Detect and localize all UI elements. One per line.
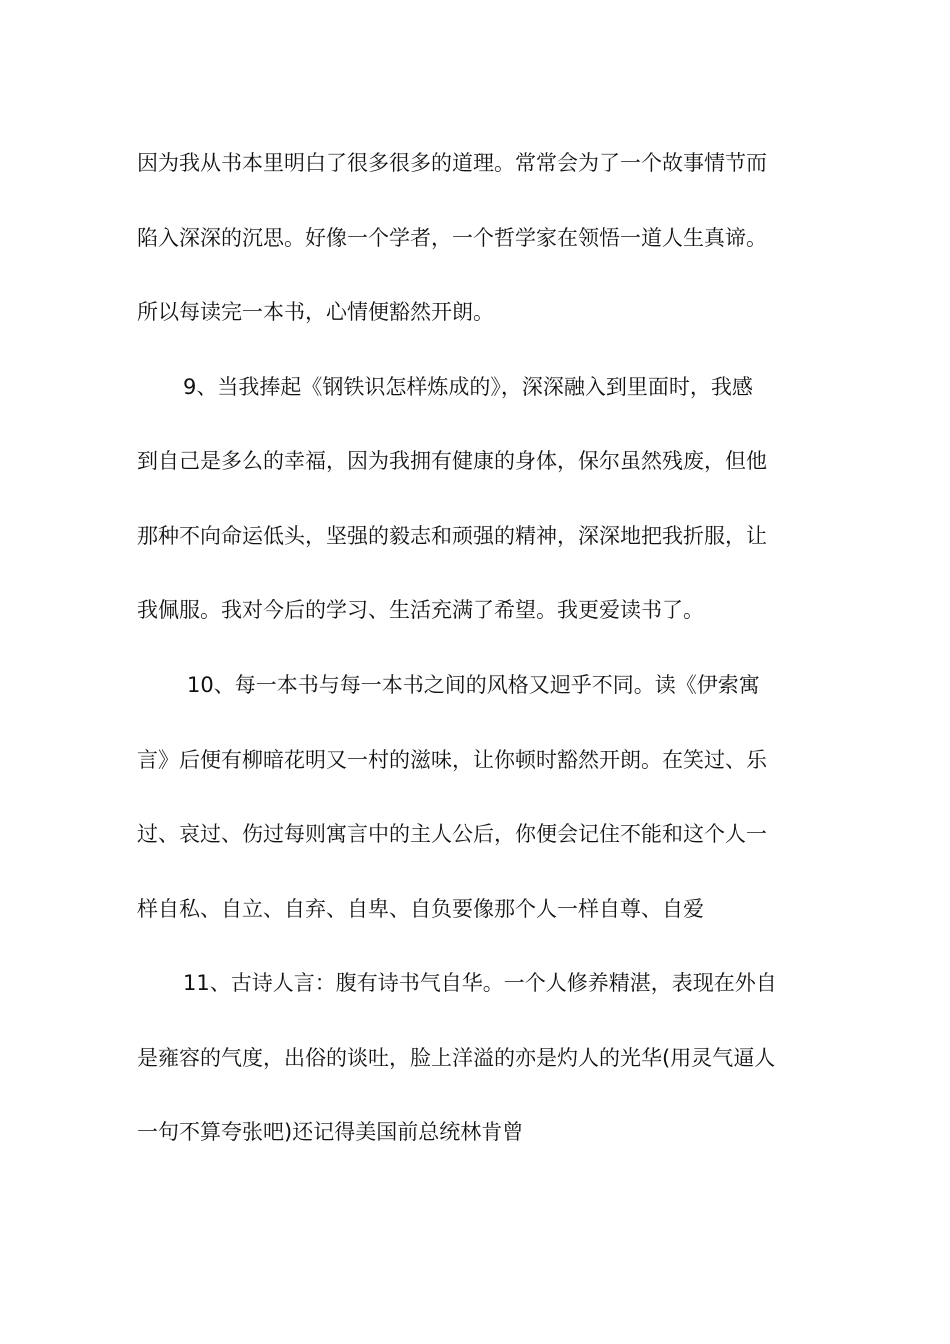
text-line-13: 是雍容的气度，出俗的谈吐，脸上洋溢的亦是灼人的光华(用灵气逼人: [137, 1046, 776, 1070]
text-line-11: 样自私、自立、自弃、自卑、自负要像那个人一样自尊、自爱: [137, 897, 704, 921]
text-line-12: 11、古诗人言：腹有诗书气自华。一个人修养精湛，表现在外自: [183, 971, 777, 995]
text-line-9: 言》后便有柳暗花明又一村的滋味，让你顿时豁然开朗。在笑过、乐: [137, 748, 767, 772]
text-line-4: 9、当我捧起《钢铁识怎样炼成的》，深深融入到里面时，我感: [183, 375, 753, 399]
text-line-10: 过、哀过、伤过每则寓言中的主人公后，你便会记住不能和这个人一: [137, 822, 767, 846]
text-line-3: 所以每读完一本书，心情便豁然开朗。: [137, 300, 494, 324]
text-line-2: 陷入深深的沉思。好像一个学者，一个哲学家在领悟一道人生真谛。: [137, 226, 767, 250]
text-line-7: 我佩服。我对今后的学习、生活充满了希望。我更爱读书了。: [137, 598, 704, 622]
text-line-1: 因为我从书本里明白了很多很多的道理。常常会为了一个故事情节而: [137, 151, 767, 175]
text-line-5: 到自己是多么的幸福，因为我拥有健康的身体，保尔虽然残废，但他: [137, 449, 767, 473]
text-line-14: 一句不算夸张吧)还记得美国前总统林肯曾: [137, 1120, 524, 1144]
text-line-8: 10、每一本书与每一本书之间的风格又迥乎不同。读《伊索寓: [187, 673, 760, 697]
text-line-6: 那种不向命运低头，坚强的毅志和顽强的精神，深深地把我折服，让: [137, 524, 767, 548]
